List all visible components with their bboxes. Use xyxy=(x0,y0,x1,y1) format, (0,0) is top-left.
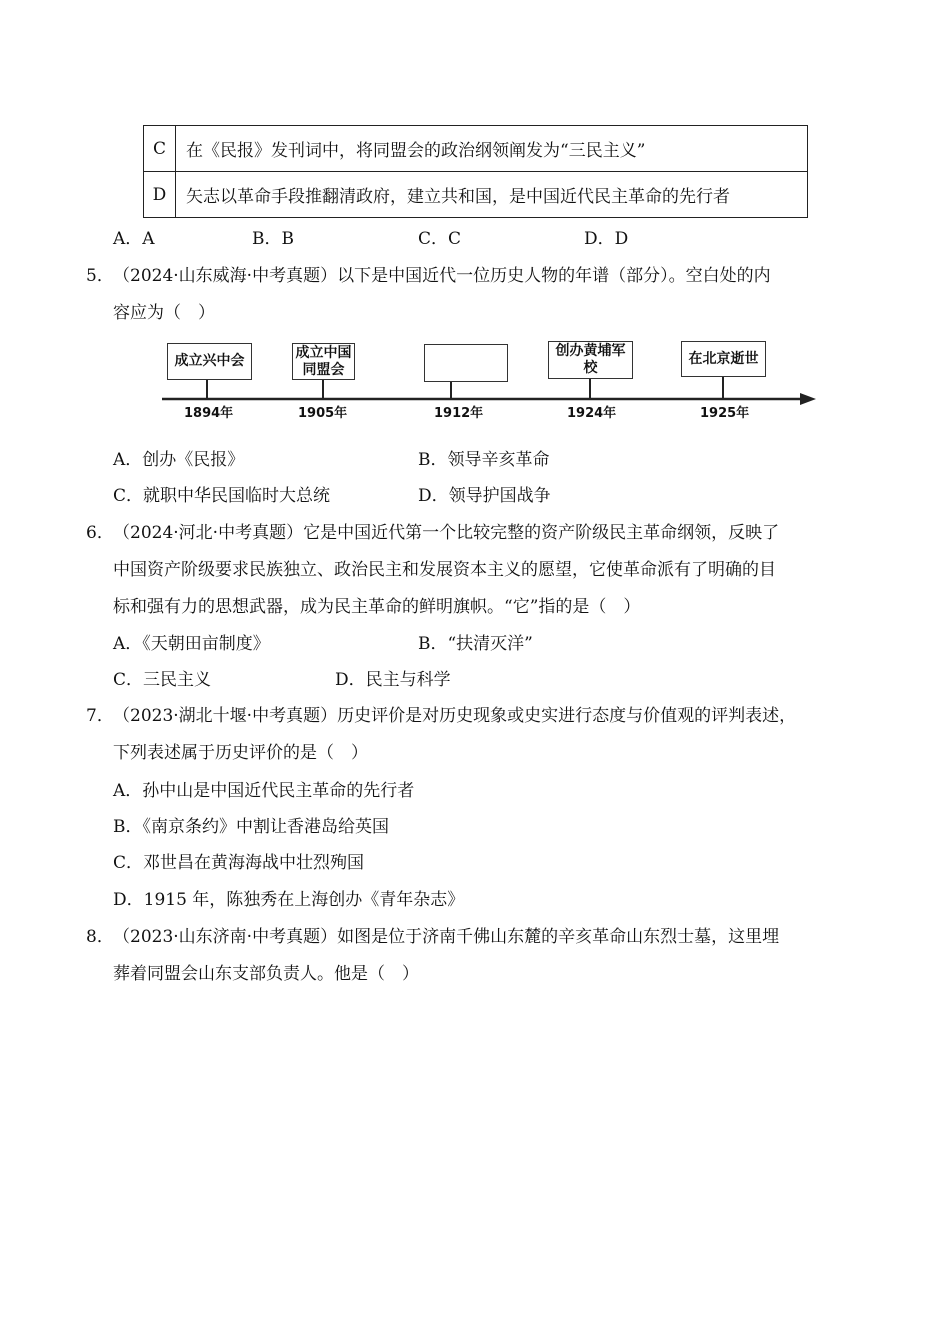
timeline-year: 1912年 xyxy=(434,406,484,421)
q5-option-a[interactable]: A．创办《民报》 xyxy=(113,450,245,470)
question-number: 5． xyxy=(86,266,114,286)
question-stem: （2024·河北·中考真题）它是中国近代第一个比较完整的资产阶级民主革命纲领，反映了 xyxy=(113,523,780,543)
question-number: 8． xyxy=(86,927,114,947)
question-number: 7． xyxy=(86,706,114,726)
q5-option-d[interactable]: D．领导护国战争 xyxy=(418,486,551,506)
question-stem: 下列表述属于历史评价的是（ ） xyxy=(113,743,368,763)
q4-option-c[interactable]: C．C xyxy=(418,229,462,249)
q4-option-b[interactable]: B．B xyxy=(252,229,294,249)
q6-option-c[interactable]: C．三民主义 xyxy=(113,670,212,690)
row-key: C xyxy=(144,126,176,172)
row-text: 矢志以革命手段推翻清政府，建立共和国，是中国近代民主革命的先行者 xyxy=(176,172,808,218)
q5-option-b[interactable]: B．领导辛亥革命 xyxy=(418,450,550,470)
question-stem: 葬着同盟会山东支部负责人。他是（ ） xyxy=(113,964,419,984)
q6-option-a[interactable]: A．《天朝田亩制度》 xyxy=(113,634,270,654)
chronology-timeline xyxy=(148,326,828,426)
timeline-event-blank xyxy=(424,344,508,382)
question-stem: 标和强有力的思想武器，成为民主革命的鲜明旗帜。“它”指的是（ ） xyxy=(113,597,641,617)
q7-option-b[interactable]: B．《南京条约》中割让香港岛给英国 xyxy=(113,817,389,837)
question-stem: （2023·山东济南·中考真题）如图是位于济南千佛山东麓的辛亥革命山东烈士墓，这里埋 xyxy=(113,927,780,947)
timeline-year: 1925年 xyxy=(700,406,750,421)
timeline-event-1924: 创办黄埔军校 xyxy=(548,341,633,379)
q4-option-a[interactable]: A．A xyxy=(113,229,155,249)
question-number: 6． xyxy=(86,523,114,543)
q6-option-b[interactable]: B．“扶清灭洋” xyxy=(418,634,533,654)
timeline-year: 1924年 xyxy=(567,406,617,421)
timeline-year: 1905年 xyxy=(298,406,348,421)
question-stem: （2023·湖北十堰·中考真题）历史评价是对历史现象或史实进行态度与价值观的评判表述， xyxy=(113,706,797,726)
q4-option-d[interactable]: D．D xyxy=(584,229,629,249)
timeline-year: 1894年 xyxy=(184,406,234,421)
q7-option-c[interactable]: C．邓世昌在黄海海战中壮烈殉国 xyxy=(113,853,365,873)
table-row xyxy=(144,172,808,218)
timeline-event-1894: 成立兴中会 xyxy=(167,343,252,380)
q5-option-c[interactable]: C．就职中华民国临时大总统 xyxy=(113,486,331,506)
question-stem: （2024·山东威海·中考真题）以下是中国近代一位历史人物的年谱（部分）。空白处的内 xyxy=(113,266,771,286)
row-key: D xyxy=(144,172,176,218)
timeline-event-1905: 成立中国同盟会 xyxy=(292,343,355,380)
table-row xyxy=(144,126,808,172)
question-stem: 中国资产阶级要求民族独立、政治民主和发展资本主义的愿望，它使革命派有了明确的目 xyxy=(113,560,776,580)
row-text: 在《民报》发刊词中，将同盟会的政治纲领阐发为“三民主义” xyxy=(176,126,808,172)
timeline-event-1925: 在北京逝世 xyxy=(681,341,766,377)
options-table xyxy=(143,125,808,218)
q7-option-d[interactable]: D．1915 年，陈独秀在上海创办《青年杂志》 xyxy=(113,890,465,910)
question-stem: 容应为（ ） xyxy=(113,303,215,323)
q6-option-d[interactable]: D．民主与科学 xyxy=(335,670,451,690)
q7-option-a[interactable]: A．孙中山是中国近代民主革命的先行者 xyxy=(113,781,415,801)
